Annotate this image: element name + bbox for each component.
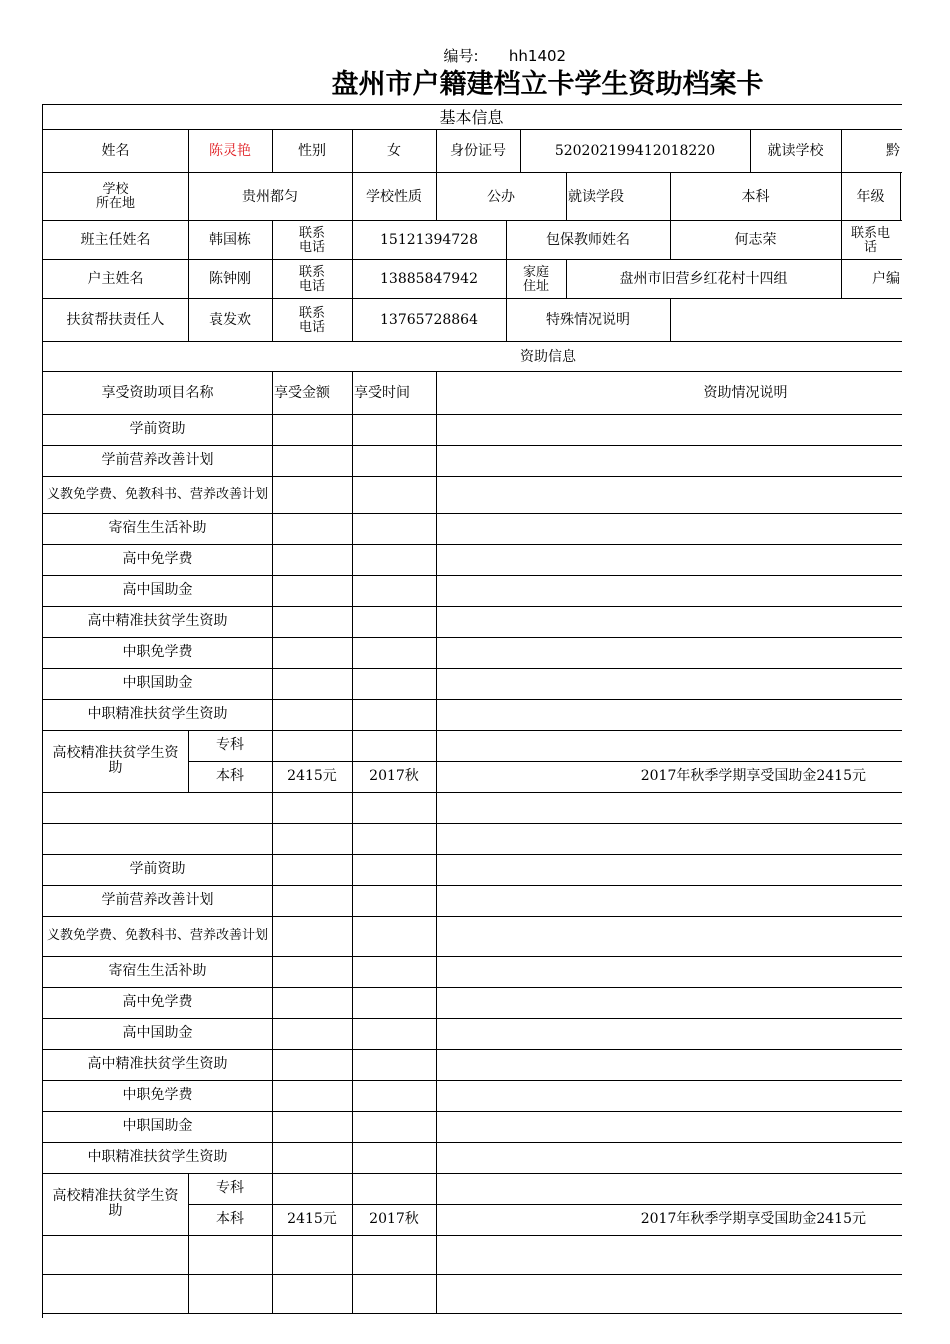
grid-vline xyxy=(272,823,273,854)
aid-item-label: 高中免学费 xyxy=(122,551,193,567)
number-value: hh1402 xyxy=(508,46,567,65)
grid-hline xyxy=(42,1235,902,1236)
college-label: 高校精准扶贫学生资助 xyxy=(52,1188,179,1219)
grid-vline xyxy=(352,637,353,668)
aid-desc: 2017年秋季学期享受国助金2415元 xyxy=(640,1211,866,1227)
grid-vline xyxy=(352,414,353,445)
grid-vline xyxy=(272,1080,273,1111)
grid-vline xyxy=(272,668,273,699)
grid-vline xyxy=(272,699,273,730)
grid-vline xyxy=(436,823,437,854)
id-label: 身份证号 xyxy=(450,143,506,159)
name-value: 陈灵艳 xyxy=(209,143,251,159)
grid-vline xyxy=(436,445,437,476)
grid-vline xyxy=(436,1080,437,1111)
grid-vline xyxy=(436,1274,437,1313)
grid-vline xyxy=(352,916,353,956)
grid-vline xyxy=(272,445,273,476)
benke-label: 本科 xyxy=(216,768,244,784)
school-type-value: 公办 xyxy=(487,188,515,205)
stage-value: 本科 xyxy=(741,188,770,205)
contact-label-2: 电话 xyxy=(298,319,325,335)
grid-vline xyxy=(272,1018,273,1049)
stage-label: 就读学段 xyxy=(568,188,624,205)
contact-label-1: 联系 xyxy=(298,264,325,280)
grid-vline xyxy=(436,476,437,513)
grid-vline xyxy=(352,513,353,544)
grid-hline xyxy=(42,1313,902,1314)
page-title: 盘州市户籍建档立卡学生资助档案卡 xyxy=(331,69,764,100)
aid-desc: 2017年秋季学期享受国助金2415元 xyxy=(640,768,866,784)
grid-vline xyxy=(436,1235,437,1274)
address-label-2: 住址 xyxy=(522,278,549,294)
aid-item-label: 中职免学费 xyxy=(122,1087,193,1103)
grid-vline xyxy=(436,1111,437,1142)
helper-contact-label xyxy=(272,299,352,342)
grid-vline xyxy=(188,1274,189,1313)
grid-vline xyxy=(352,1049,353,1080)
grid-vline xyxy=(272,414,273,445)
householder-value: 陈钟刚 xyxy=(209,271,251,287)
aid-time: 2017秋 xyxy=(369,1211,419,1227)
grid-vline xyxy=(272,575,273,606)
grid-vline xyxy=(272,1111,273,1142)
contact-label-2: 电话 xyxy=(298,278,325,294)
aid-item-label: 高中免学费 xyxy=(122,994,193,1010)
grid-vline xyxy=(436,606,437,637)
grid-vline xyxy=(272,885,273,916)
helper-label: 扶贫帮扶责任人 xyxy=(66,312,165,328)
grid-vline xyxy=(272,987,273,1018)
grid-vline xyxy=(352,1111,353,1142)
aid-item-label: 义教免学费、免教科书、营养改善计划 xyxy=(47,928,269,943)
grid-vline xyxy=(436,1142,437,1173)
guarantee-teacher-value: 何志荣 xyxy=(734,232,777,248)
school-location-label-2: 所在地 xyxy=(95,196,135,211)
aid-item-label: 高中国助金 xyxy=(122,1025,193,1041)
helper-phone: 13765728864 xyxy=(380,312,478,328)
grid-vline xyxy=(272,956,273,987)
guarantee-contact-label xyxy=(841,221,900,260)
zhuanke-label: 专科 xyxy=(216,737,244,753)
aid-item-label: 学前营养改善计划 xyxy=(101,452,214,468)
grid-vline xyxy=(352,544,353,575)
special-label: 特殊情况说明 xyxy=(546,312,630,328)
householder-label: 户主姓名 xyxy=(87,271,144,287)
grid-vline xyxy=(436,1018,437,1049)
school-type-label: 学校性质 xyxy=(366,188,422,205)
grid-vline xyxy=(272,854,273,885)
grid-vline xyxy=(352,445,353,476)
grid-vline xyxy=(272,476,273,513)
aid-item-label: 学前营养改善计划 xyxy=(101,892,214,908)
basic-section-title: 基本信息 xyxy=(439,108,504,127)
grid-vline xyxy=(352,699,353,730)
grid-vline xyxy=(436,637,437,668)
zhuanke-label: 专科 xyxy=(216,1180,244,1196)
col-time: 享受时间 xyxy=(354,384,410,401)
grid-vline xyxy=(352,792,353,823)
teacher-contact-label xyxy=(272,221,352,260)
grid-vline xyxy=(436,987,437,1018)
grid-vline xyxy=(352,606,353,637)
grid-vline xyxy=(272,637,273,668)
grid-vline xyxy=(272,1274,273,1313)
grid-vline xyxy=(352,1274,353,1313)
name-label: 姓名 xyxy=(101,143,130,159)
grid-vline xyxy=(272,513,273,544)
aid-time: 2017秋 xyxy=(369,768,419,784)
grid-vline xyxy=(188,1235,189,1274)
teacher-phone: 15121394728 xyxy=(380,232,478,248)
grid-vline xyxy=(436,575,437,606)
grid-vline xyxy=(352,956,353,987)
school-location-label-1: 学校 xyxy=(102,182,129,197)
gender-label: 性别 xyxy=(298,143,326,159)
contact-label-2: 电话 xyxy=(298,239,325,255)
teacher-label: 班主任姓名 xyxy=(80,232,151,248)
grid-vline xyxy=(272,1142,273,1173)
address-label xyxy=(506,260,566,299)
guarantee-contact-label-2: 话 xyxy=(863,239,877,255)
grid-vline xyxy=(352,823,353,854)
aid-item-label: 高中精准扶贫学生资助 xyxy=(87,613,228,629)
grid-vline xyxy=(436,544,437,575)
aid-amount: 2415元 xyxy=(287,1211,337,1227)
aid-item-label: 高中国助金 xyxy=(122,582,193,598)
gender-value: 女 xyxy=(387,143,401,159)
aid-section-title: 资助信息 xyxy=(520,348,576,365)
address-value: 盘州市旧营乡红花村十四组 xyxy=(619,271,788,287)
grid-vline xyxy=(272,544,273,575)
grid-hline xyxy=(42,823,902,824)
grid-vline xyxy=(352,1142,353,1173)
grid-vline xyxy=(272,606,273,637)
benke-label: 本科 xyxy=(216,1211,244,1227)
aid-item-label: 高中精准扶贫学生资助 xyxy=(87,1056,228,1072)
aid-item-label: 中职国助金 xyxy=(122,675,193,691)
col-project: 享受资助项目名称 xyxy=(101,384,214,401)
teacher-value: 韩国栋 xyxy=(209,232,251,248)
grid-vline xyxy=(436,1049,437,1080)
grid-vline xyxy=(352,476,353,513)
school-label: 就读学校 xyxy=(767,143,824,159)
grid-vline xyxy=(352,1018,353,1049)
college-label: 高校精准扶贫学生资助 xyxy=(52,745,179,776)
col-amount: 享受金额 xyxy=(274,384,330,401)
guarantee-contact-label-1: 联系电 xyxy=(850,225,890,241)
grid-vline xyxy=(436,513,437,544)
grid-hline xyxy=(42,1274,902,1275)
grid-vline xyxy=(436,699,437,730)
grid-vline xyxy=(670,298,671,341)
grid-vline xyxy=(272,792,273,823)
contact-label-1: 联系 xyxy=(298,225,325,241)
householder-contact-label xyxy=(272,260,352,299)
grid-vline xyxy=(436,668,437,699)
grid-vline xyxy=(436,792,437,823)
grid-vline xyxy=(352,1080,353,1111)
grid-vline xyxy=(436,916,437,956)
id-value: 520202199412018220 xyxy=(554,143,716,159)
aid-item-label: 中职精准扶贫学生资助 xyxy=(87,706,228,722)
householder-phone: 13885847942 xyxy=(380,271,478,287)
grid-vline xyxy=(436,956,437,987)
aid-item-label: 学前资助 xyxy=(129,421,186,437)
aid-item-label: 学前资助 xyxy=(129,861,186,877)
grid-vline xyxy=(900,172,901,221)
contact-label-1: 联系 xyxy=(298,305,325,321)
address-label-1: 家庭 xyxy=(522,264,549,280)
grid-vline xyxy=(272,1049,273,1080)
grid-vline xyxy=(272,916,273,956)
grade-label: 年级 xyxy=(856,188,885,205)
grid-vline xyxy=(436,885,437,916)
aid-item-label: 中职免学费 xyxy=(122,644,193,660)
grid-vline xyxy=(352,668,353,699)
grid-vline xyxy=(436,414,437,445)
aid-amount: 2415元 xyxy=(287,768,337,784)
number-label: 编号: xyxy=(443,46,479,65)
grid-vline xyxy=(352,575,353,606)
aid-item-label: 中职国助金 xyxy=(122,1118,193,1134)
guarantee-teacher-label: 包保教师姓名 xyxy=(546,232,630,248)
aid-item-label: 寄宿生生活补助 xyxy=(108,520,207,536)
school-location-label xyxy=(43,173,188,221)
household-no-label: 户编 xyxy=(872,271,900,287)
grid-vline xyxy=(436,854,437,885)
grid-vline xyxy=(352,854,353,885)
helper-value: 袁发欢 xyxy=(209,312,251,328)
aid-item-label: 寄宿生生活补助 xyxy=(108,963,207,979)
school-value: 黔 xyxy=(886,143,900,159)
school-location-value: 贵州都匀 xyxy=(242,188,298,205)
col-desc: 资助情况说明 xyxy=(703,384,788,401)
grid-vline xyxy=(352,987,353,1018)
grid-hline xyxy=(42,792,902,793)
aid-item-label: 中职精准扶贫学生资助 xyxy=(87,1149,228,1165)
grid-vline xyxy=(352,1235,353,1274)
aid-item-label: 义教免学费、免教科书、营养改善计划 xyxy=(47,486,269,502)
grid-vline xyxy=(352,885,353,916)
grid-vline xyxy=(272,1235,273,1274)
